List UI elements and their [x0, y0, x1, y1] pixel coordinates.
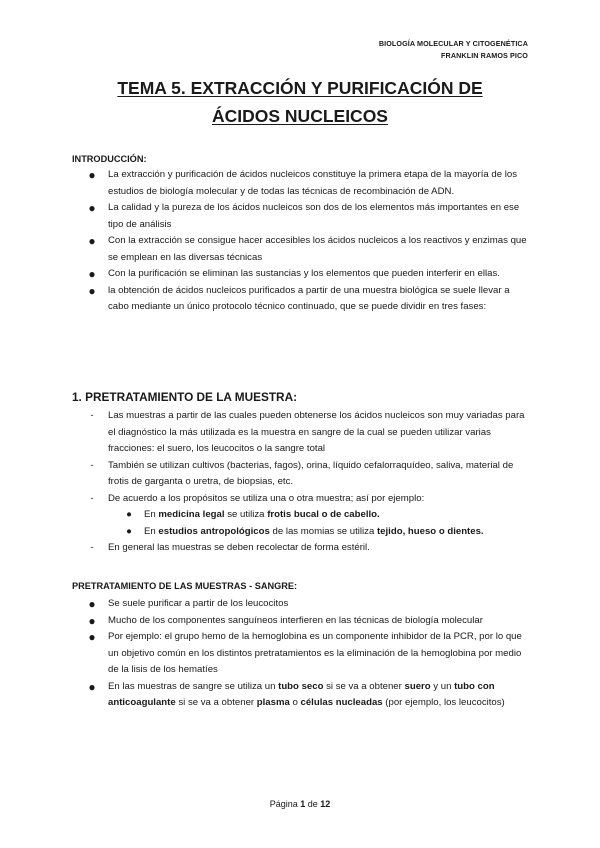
section2-heading: PRETRATAMIENTO DE LAS MUESTRAS - SANGRE:: [72, 581, 298, 591]
list-item-text: De acuerdo a los propósitos se utiliza una o otra muestra; así por ejemplo:: [108, 492, 425, 504]
bullet-icon: ●: [88, 168, 96, 182]
header-course: BIOLOGÍA MOLECULAR Y CITOGENÉTICA: [378, 39, 528, 48]
list-item-text: Por ejemplo: el grupo hemo de la hemoglobina es un componente inhibidor de la PCR, por lo que un objetivo común en los distintos pretratamientos es la eliminación de la hemoglobina por medio de la lisis de los hematíes: [108, 631, 522, 675]
list-item: [72, 283, 532, 316]
list-item-text: En estudios antropológicos de las momias se utiliza tejido, hueso o dientes.: [144, 525, 484, 537]
dash-icon: -: [90, 542, 94, 553]
bullet-icon: ●: [126, 509, 132, 520]
bullet-icon: ●: [126, 525, 132, 537]
list-item: [72, 233, 532, 266]
bullet-icon: ●: [88, 283, 96, 298]
list-item: [72, 596, 532, 613]
sub-list-item: [72, 524, 532, 541]
section1-heading: 1. PRETRATAMIENTO DE LA MUESTRA:: [72, 390, 298, 404]
list-item-text: En general las muestras se deben recolectar de forma estéril.: [108, 542, 370, 553]
dash-icon: -: [90, 410, 94, 421]
list-item-text: La extracción y purificación de ácidos nucleicos constituye la primera etapa de la mayoría de los estudios de biología molecular y de todas las técnicas de recombinación de ADN.: [108, 169, 518, 197]
list-item: [72, 491, 532, 508]
title-line-2: ÁCIDOS NUCLEICOS: [212, 106, 388, 126]
bullet-icon: ●: [88, 630, 96, 644]
list-item: [72, 540, 532, 557]
page-total: 12: [320, 799, 331, 809]
list-item: [72, 458, 532, 491]
section2-list: [72, 596, 532, 712]
list-item-text: Las muestras a partir de las cuales pueden obtenerse los ácidos nucleicos son muy variadas para el diagnóstico la más utilizada es la muestra en sangre de la cual se pueden utilizar varias fracciones: el suero, los leucocitos o la sangre total: [108, 410, 525, 454]
bullet-icon: ●: [88, 597, 96, 611]
list-item-text: También se utilizan cultivos (bacterias, fagos), orina, líquido cefalorraquídeo, saliva, material de frotis de garganta o uretra, de biopsias, etc.: [108, 459, 514, 487]
page-of-label: de: [305, 799, 321, 809]
title-line-1: TEMA 5. EXTRACCIÓN Y PURIFICACIÓN DE: [117, 78, 483, 98]
bullet-icon: ●: [88, 613, 96, 628]
list-item: [72, 200, 532, 233]
header-author: FRANKLIN RAMOS PICO: [441, 51, 528, 60]
list-item: [72, 167, 532, 200]
list-item: [72, 266, 532, 283]
list-item-text: la obtención de ácidos nucleicos purificados a partir de una muestra biológica se suele llevar a cabo mediante un único protocolo técnico continuado, que se puede dividir en tres fases:: [108, 284, 510, 312]
page-number: 1: [300, 799, 306, 809]
document-title: [60, 74, 540, 130]
bullet-icon: ●: [88, 267, 96, 281]
dash-icon: -: [90, 459, 94, 471]
section1-list: [72, 408, 532, 557]
list-item: [72, 629, 532, 679]
list-item: [72, 679, 532, 712]
intro-list: [72, 167, 532, 316]
list-item-text: Con la purificación se eliminan las sustancias y los elementos que pueden interferir en ellas.: [108, 268, 500, 279]
list-item-text: En medicina legal se utiliza frotis bucal o de cabello.: [144, 509, 380, 520]
list-item-text: Mucho de los componentes sanguíneos interfieren en las técnicas de biología molecular: [108, 614, 483, 626]
bullet-icon: ●: [88, 201, 96, 215]
page-label: Página: [269, 799, 301, 809]
page-footer: [0, 799, 600, 809]
dash-icon: -: [90, 492, 94, 504]
list-item-text: Con la extracción se consigue hacer accesibles los ácidos nucleicos a los reactivos y enzimas que se emplean en las diversas técnicas: [108, 235, 527, 263]
list-item-text: La calidad y la pureza de los ácidos nucleicos son dos de los elementos más importantes en ese tipo de análisis: [108, 202, 520, 230]
bullet-icon: ●: [88, 679, 96, 694]
list-item: [72, 613, 532, 630]
intro-heading: INTRODUCCIÓN:: [72, 154, 147, 164]
list-item-text: En las muestras de sangre se utiliza un tubo seco si se va a obtener suero y un tubo con anticoagulante si se va a obtener plasma o células nucleadas (por ejemplo, los leucocitos): [108, 680, 505, 708]
page-header: [379, 38, 528, 62]
sub-list-item: [72, 507, 532, 524]
bullet-icon: ●: [88, 234, 96, 248]
list-item-text: Se suele purificar a partir de los leucocitos: [108, 598, 289, 609]
list-item: [72, 408, 532, 458]
